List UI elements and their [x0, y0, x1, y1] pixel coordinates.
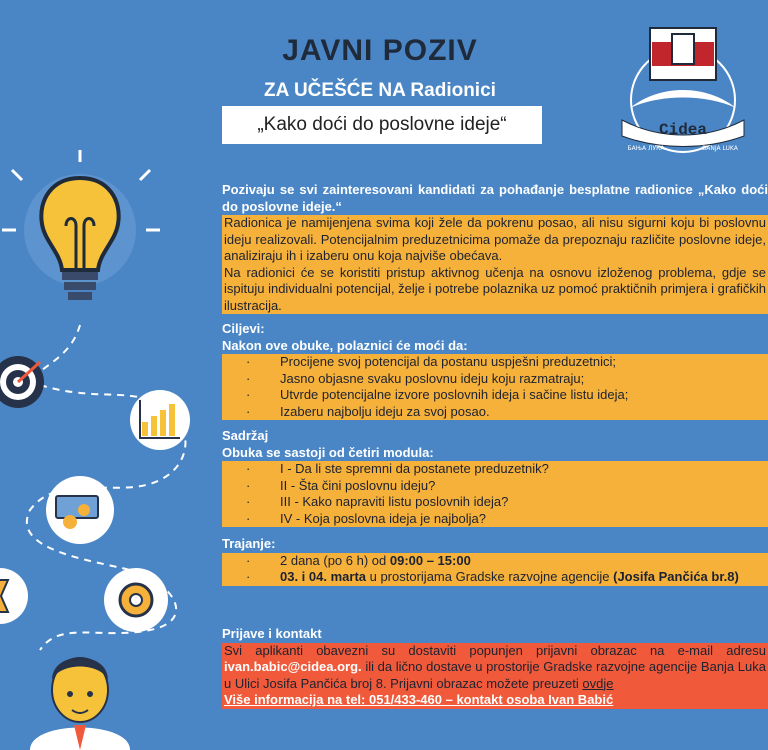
content-subheading: Obuka se sastoji od četiri modula: [222, 444, 434, 460]
duration-date: · 03. i 04. marta u prostorijama Gradske razvojne agencije (Josifa Pančića br.8) [246, 569, 739, 584]
person-avatar [30, 658, 130, 750]
logo-caption-right: BANJA LUKA [702, 145, 738, 152]
lightbulb-icon [2, 150, 160, 300]
intro-heading: Pozivaju se svi zainteresovani kandidati za pohađanje besplatne radionice „Kako doći do poslovne ideje.“ [222, 182, 768, 214]
list-item: · Procijene svoj potencijal da postanu uspješni preduzetnici; [246, 354, 617, 369]
hourglass-icon [0, 568, 28, 624]
goals-section [222, 321, 768, 420]
duration-time: · 2 dana (po 6 h) od 09:00 – 15:00 [246, 552, 471, 568]
apply-body: Svi aplikanti obavezni su dostaviti popunjen prijavni obrazac na e-mail adresu ivan.babic@cidea.org. ili da lično dostave u prostorije Gradske razvojne agencije Banja Luka u Ulici Josifa Pančića broj 8. Prijavni obrazac možete preuzeti ovdje Više informacija na tel: 051/433-460 – kontakt osoba Ivan Babić [224, 642, 766, 707]
money-icon [46, 476, 114, 544]
apply-section [222, 626, 768, 709]
gear-icon [104, 568, 168, 632]
duration-heading: Trajanje: [222, 536, 276, 551]
apply-heading: Prijave i kontakt [222, 626, 322, 641]
cidea-logo [620, 20, 746, 156]
list-item: · II - Šta čini poslovnu ideju? [246, 477, 436, 493]
list-item: · Utvrde potencijalne izvore poslovnih ideja i sačine listu ideja; [246, 387, 629, 402]
intro-paragraph-2: Na radionici će se koristiti pristup aktivnog učenja na osnovu izloženog problema, gdje se ispituju individualni potencijal, želje i potrebe polaznika uz pomoć praktičnih primjera i grafičkih ilustracija. [224, 264, 766, 313]
content-section [222, 428, 768, 527]
form-download-link[interactable]: ovdje [582, 675, 614, 691]
intro-section [222, 182, 768, 314]
logo-caption-left: БАЊА ЛУКА [627, 145, 665, 152]
page-title: JAVNI POZIV [282, 34, 478, 67]
bar-chart-icon [130, 390, 190, 450]
list-item: · I - Da li ste spremni da postanete preduzetnik? [246, 461, 549, 476]
content-heading: Sadržaj [222, 428, 269, 443]
contact-info: Više informacija na tel: 051/433-460 – kontakt osoba Ivan Babić [224, 692, 614, 707]
page-subtitle: ZA UČEŠĆE NA Radionici [264, 80, 496, 101]
goals-heading: Ciljevi: [222, 321, 265, 336]
logo-name: Cidea [658, 121, 708, 139]
list-item: · Jasno objasne svaku poslovnu ideju koju razmatraju; [246, 370, 585, 386]
workshop-name-box: „Kako doći do poslovne ideje“ [222, 106, 542, 144]
duration-section [222, 536, 768, 586]
email-link[interactable]: ivan.babic@cidea.org. [224, 659, 362, 674]
list-item: · Izaberu najbolju ideju za svoj posao. [246, 403, 490, 419]
intro-body [222, 215, 768, 314]
list-item: · III - Kako napraviti listu poslovnih ideja? [246, 494, 509, 509]
infographic-illustration [0, 150, 222, 750]
intro-paragraph-1: Radionica je namijenjena svima koji žele da pokrenu posao, ali nisu sigurni koju bi poslovnu ideju realizovali. Potencijalnim preduzetnicima pomaže da prepoznaju različite poslovne ideje, analiziraju ih i izaberu onu koja najviše obećava. [224, 215, 766, 263]
list-item: · IV - Koja poslovna ideja je najbolja? [246, 510, 486, 526]
target-icon [0, 356, 44, 408]
goals-subheading: Nakon ove obuke, polaznici će moći da: [222, 337, 468, 353]
